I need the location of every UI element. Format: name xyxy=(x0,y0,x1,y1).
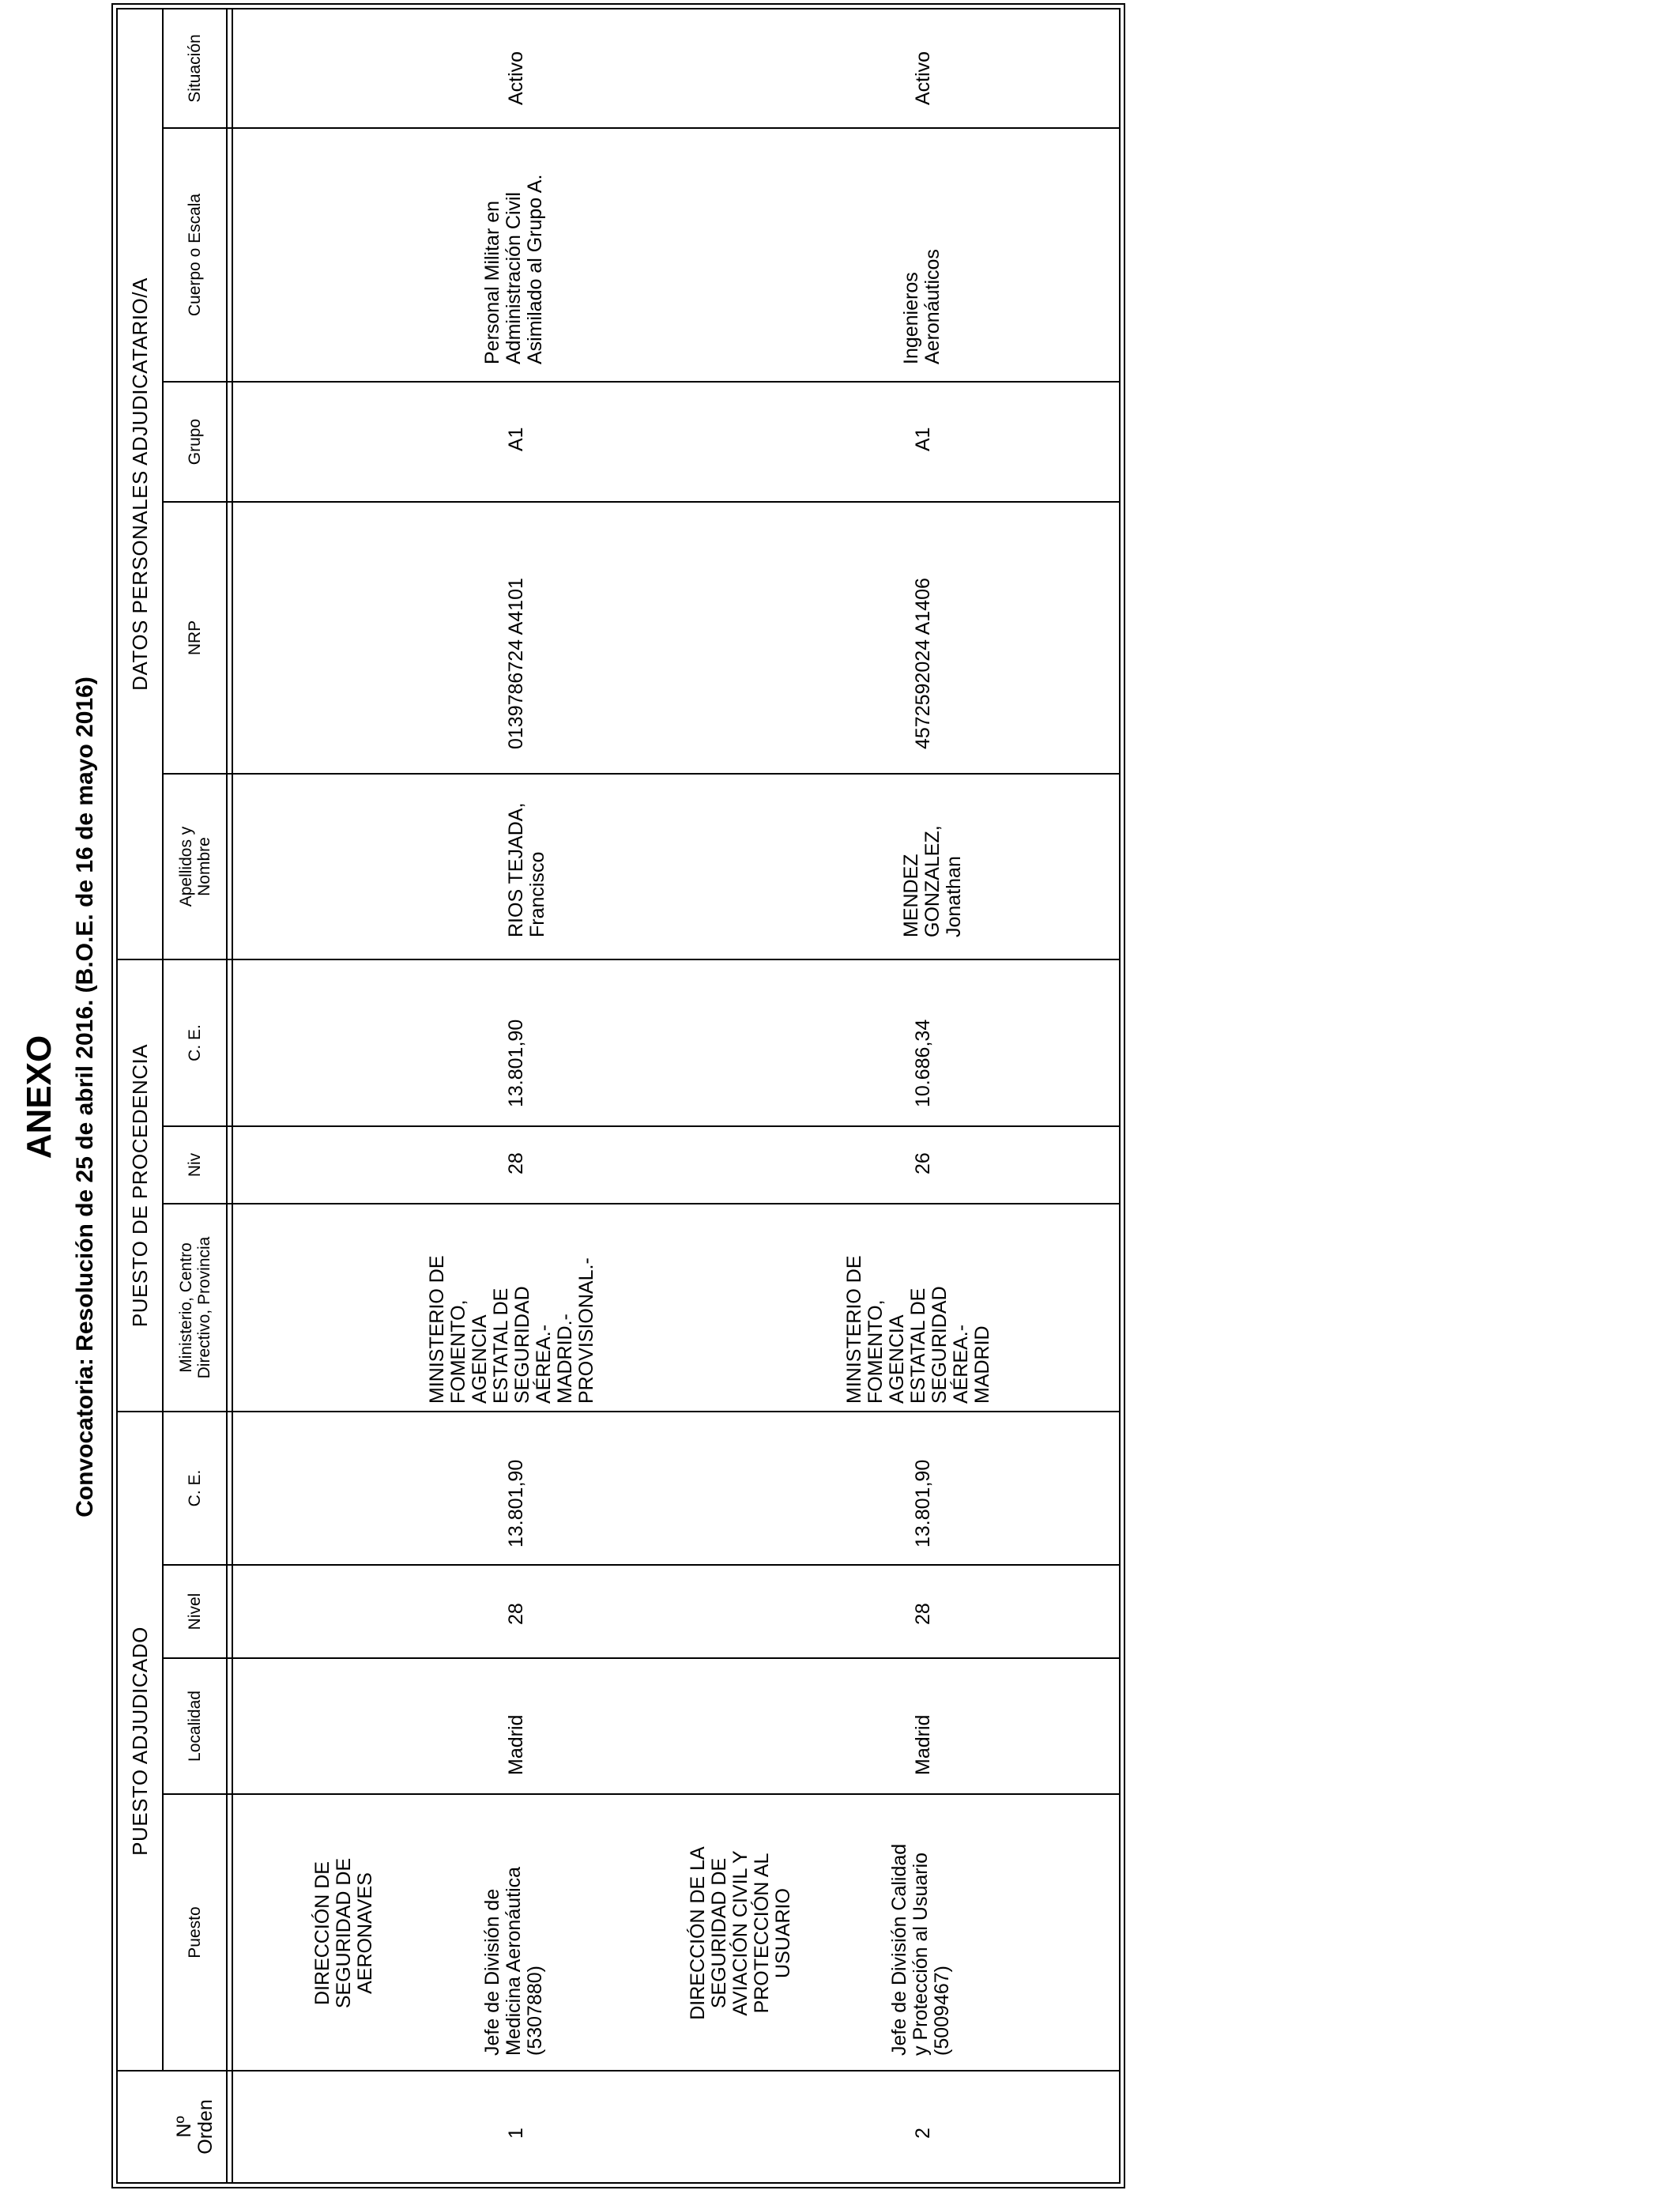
table-cell-puesto: Jefe de División de Medicina Aeronáutica (5307880) xyxy=(481,1866,546,2056)
col-header-situacion: Situación xyxy=(186,34,204,103)
section-datos-personales: DATOS PERSONALES ADJUDICATARIO/A xyxy=(127,277,152,691)
table-cell-ce2: 13.801,90 xyxy=(505,1019,527,1107)
table-cell-ce2: 10.686,34 xyxy=(912,1019,934,1107)
table-cell-situacion: Activo xyxy=(505,51,527,105)
table-cell-ministerio: MINISTERIO DE FOMENTO, AGENCIA ESTATAL DE SEGURIDAD AÉREA.- MADRID xyxy=(843,1255,993,1404)
table-cell-situacion: Activo xyxy=(912,51,934,105)
table-cell-puesto: Jefe de División Calidad y Protección al Usuario (5009467) xyxy=(888,1843,953,2056)
table-cell-apellidos: MENDEZ GONZALEZ, Jonathan xyxy=(900,825,965,937)
col-header-nivel: Nivel xyxy=(186,1593,204,1630)
page-title: ANEXO xyxy=(20,1035,58,1159)
table-cell-cuerpo: Ingenieros Aeronáuticos xyxy=(900,249,944,364)
table-cell-orden: 2 xyxy=(912,2128,934,2139)
col-header-ministerio: Ministerio, Centro Directivo, Provincia xyxy=(176,1236,213,1379)
table-cell-niv: 26 xyxy=(912,1152,934,1174)
col-header-ce: C. E. xyxy=(186,1469,204,1507)
table-cell-ministerio: MINISTERIO DE FOMENTO, AGENCIA ESTATAL DE SEGURIDAD AÉREA.- MADRID.- PROVISIONAL.- xyxy=(426,1255,597,1404)
table-cell-nrp: 4572592024 A1406 xyxy=(912,578,934,749)
table-cell-localidad: Madrid xyxy=(505,1714,527,1775)
table-cell-niv: 28 xyxy=(505,1152,527,1174)
table-cell-grupo: A1 xyxy=(912,427,934,451)
direccion-label: DIRECCIÓN DE LA SEGURIDAD DE AVIACIÓN CIVIL Y PROTECCIÓN AL USUARIO xyxy=(687,1846,794,2020)
col-header-nrp: NRP xyxy=(186,620,204,656)
table-cell-nivel: 28 xyxy=(505,1603,527,1625)
table-cell-grupo: A1 xyxy=(505,427,527,451)
col-header-apellidos: Apellidos y Nombre xyxy=(176,826,213,907)
table-cell-localidad: Madrid xyxy=(912,1714,934,1775)
col-header-niv: Niv xyxy=(186,1152,204,1178)
table-cell-ce: 13.801,90 xyxy=(912,1459,934,1547)
section-puesto-procedencia: PUESTO DE PROCEDENCIA xyxy=(127,1043,152,1328)
table-cell-nrp: 0139786724 A4101 xyxy=(505,578,527,749)
col-header-orden: Nº Orden xyxy=(172,2099,217,2154)
section-puesto-adjudicado: PUESTO ADJUDICADO xyxy=(127,1627,152,1856)
col-header-puesto: Puesto xyxy=(186,1906,204,1958)
col-header-ce2: C. E. xyxy=(186,1024,204,1061)
col-header-localidad: Localidad xyxy=(186,1691,204,1762)
col-header-grupo: Grupo xyxy=(186,418,204,466)
page-subtitle: Convocatoria: Resolución de 25 de abril 2016. (B.O.E. de 16 de mayo 2016) xyxy=(72,677,98,1517)
table-cell-apellidos: RIOS TEJADA, Francisco xyxy=(505,802,548,937)
col-header-cuerpo: Cuerpo o Escala xyxy=(186,193,204,317)
direccion-label: DIRECCIÓN DE SEGURIDAD DE AERONAVES xyxy=(311,1857,376,2009)
table-cell-orden: 1 xyxy=(505,2128,527,2139)
table-cell-ce: 13.801,90 xyxy=(505,1459,527,1547)
table-cell-cuerpo: Personal Militar en Administración Civil Asimilado al Grupo A. xyxy=(481,174,546,364)
table-cell-nivel: 28 xyxy=(912,1603,934,1625)
